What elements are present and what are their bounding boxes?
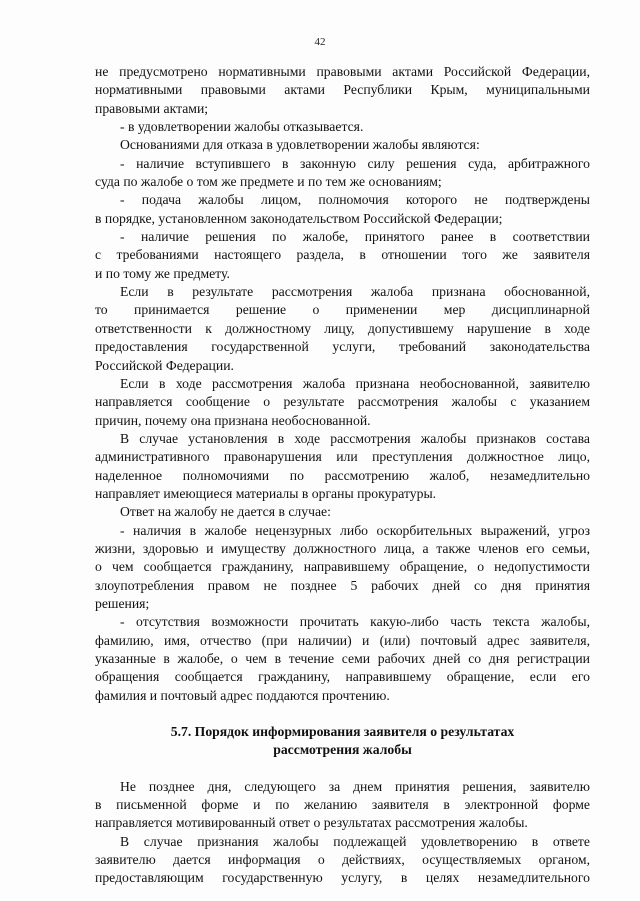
text-line: Российской Федерации.: [95, 357, 234, 373]
text-line: предоставления государственной услуги, требований законодательства: [95, 339, 590, 355]
text-line: направляется мотивированный ответ о результатах рассмотрения жалобы.: [95, 815, 528, 831]
text-line: в письменной форме и по желанию заявителя в электронной форме: [95, 797, 590, 813]
text-line: злоупотребления правом не позднее 5 рабочих дней со дня принятия: [95, 577, 590, 593]
text-line: административного правонарушения или преступления должностное лицо,: [95, 449, 590, 465]
text-line: ответственности к должностному лицу, допустившему нарушение в ходе: [95, 320, 590, 336]
text-line: суда по жалобе о том же предмете и по тем же основаниям;: [95, 174, 442, 190]
text-line: предоставляющим государственную услугу, в целях незамедлительного: [95, 870, 590, 886]
section-heading-line-1: 5.7. Порядок информирования заявителя о результатах: [170, 724, 515, 740]
text-line: фамилия и почтовый адрес поддаются прочтению.: [95, 687, 390, 703]
text-line: - наличия в жалобе нецензурных либо оскорбительных выражений, угроз: [120, 522, 590, 538]
text-line: - подача жалобы лицом, полномочия которого не подтверждены: [120, 192, 590, 208]
text-line: Если в ходе рассмотрения жалоба признана необоснованной, заявителю: [120, 375, 590, 391]
text-line: решения;: [95, 595, 150, 611]
text-line: и по тому же предмету.: [95, 265, 230, 281]
page-number: 42: [314, 36, 326, 48]
text-line: жизни, здоровью и имуществу должностного лица, а также членов его семьи,: [95, 540, 590, 556]
text-line: нормативными правовыми актами Республики Крым, муниципальными: [95, 82, 590, 98]
text-line: В случае признания жалобы подлежащей удовлетворению в ответе: [120, 833, 590, 849]
text-line: В случае установления в ходе рассмотрения жалобы признаков состава: [120, 430, 590, 446]
text-line: то принимается решение о применении мер дисциплинарной: [95, 302, 590, 318]
text-line: не предусмотрено нормативными правовыми актами Российской Федерации,: [95, 64, 590, 79]
text-line: с требованиями настоящего раздела, в отношении того же заявителя: [95, 247, 590, 263]
text-line: указанные в жалобе, о чем в течение семи рабочих дней со дня регистрации: [95, 651, 590, 666]
text-line: - наличие решения по жалобе, принятого ранее в соответствии: [120, 229, 590, 245]
text-line: о чем сообщается гражданину, направившему обращение, о недопустимости: [95, 559, 590, 575]
text-line: Если в результате рассмотрения жалоба признана обоснованной,: [120, 284, 590, 300]
text-line: Ответ на жалобу не дается в случае:: [120, 504, 331, 520]
text-block-top: [95, 63, 590, 705]
text-line: направляется сообщение о результате рассмотрения жалобы с указанием: [95, 394, 590, 410]
text-line: - наличие вступившего в законную силу решения суда, арбитражного: [120, 155, 590, 171]
text-line: причин, почему она признана необоснованной.: [95, 412, 371, 428]
text-line: заявителю дается информация о действиях, осуществляемых органом,: [95, 852, 590, 868]
text-line: - отсутствия возможности прочитать какую-либо часть текста жалобы,: [120, 614, 590, 630]
page-body: [95, 63, 590, 888]
text-line: обращения сообщается гражданину, направившему обращение, если его: [95, 669, 590, 685]
text-line: направляет имеющиеся материалы в органы прокуратуры.: [95, 485, 437, 501]
section-heading-line-2: рассмотрения жалобы: [273, 742, 412, 758]
text-line: - в удовлетворении жалобы отказывается.: [120, 119, 364, 135]
text-line: фамилию, имя, отчество (при наличии) и (или) почтовый адрес заявителя,: [95, 632, 590, 648]
text-block-bottom: [95, 778, 590, 888]
text-line: Основаниями для отказа в удовлетворении жалобы являются:: [120, 137, 480, 153]
text-line: наделенное полномочиями по рассмотрению жалоб, незамедлительно: [95, 467, 590, 483]
text-line: Не позднее дня, следующего за днем принятия решения, заявителю: [120, 778, 590, 794]
text-line: правовыми актами;: [95, 100, 209, 116]
text-line: в порядке, установленном законодательством Российской Федерации;: [95, 210, 503, 226]
